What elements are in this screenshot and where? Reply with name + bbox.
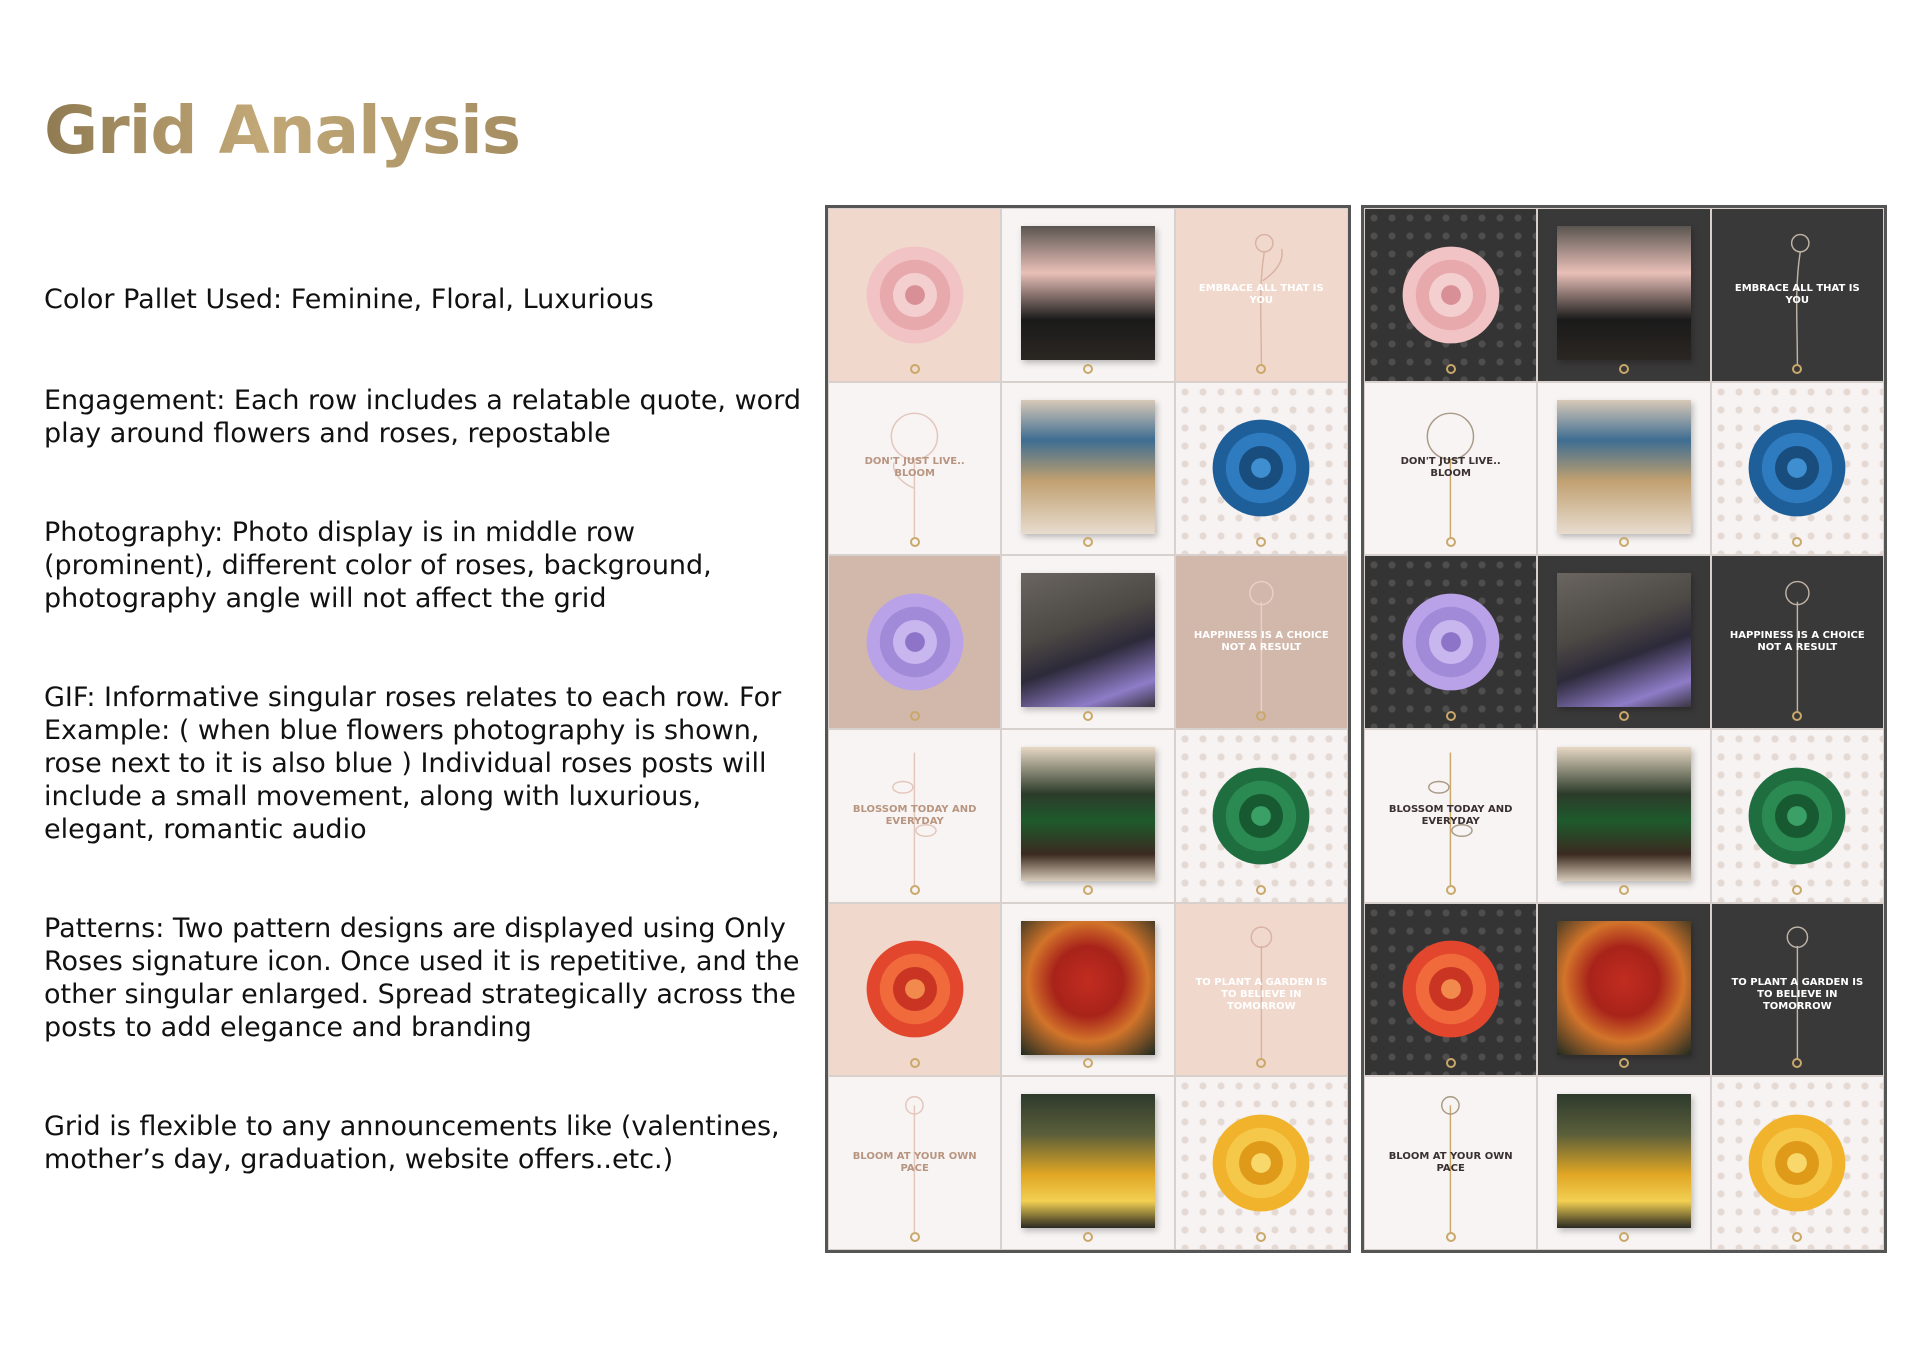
brand-logo-icon <box>1446 711 1456 721</box>
brand-logo-icon <box>1083 1232 1093 1242</box>
note-grid-flexible: Grid is flexible to any announcements like (valentines, mother’s day, graduation, website offers..etc.) <box>44 1111 780 1175</box>
post-rose-purple <box>828 555 1001 729</box>
post-rose-red <box>828 903 1001 1077</box>
brand-logo-icon <box>1619 1058 1629 1068</box>
photo-yellow-rose-display <box>1021 1094 1155 1228</box>
post-photo-green-shop <box>1001 729 1174 903</box>
grid-dark-variant <box>1361 205 1887 1253</box>
post-quote-bloom-pace <box>1364 1076 1537 1250</box>
rose-yellow-icon <box>1742 1108 1852 1218</box>
brand-logo-icon <box>1256 537 1266 547</box>
post-photo-red-arrangement <box>1001 903 1174 1077</box>
brand-logo-icon <box>1446 1058 1456 1068</box>
grid-light-variant <box>825 205 1351 1253</box>
photo-green-rose-shop <box>1557 747 1691 881</box>
photo-blue-rose-vase <box>1021 400 1155 534</box>
brand-logo-icon <box>910 364 920 374</box>
rose-purple-icon <box>860 587 970 697</box>
note-engagement: Engagement: Each row includes a relatable quote, word play around flowers and roses, repostable <box>44 385 801 449</box>
quote-text: EMBRACE ALL THAT IS YOU <box>1734 282 1860 306</box>
quote-text: DON'T JUST LIVE.. BLOOM <box>1400 456 1501 480</box>
brand-logo-icon <box>1256 1232 1266 1242</box>
photo-pink-rose-boxes <box>1021 226 1155 360</box>
quote-text: BLOSSOM TODAY AND EVERYDAY <box>852 803 977 827</box>
brand-logo-icon <box>1792 1232 1802 1242</box>
note-color-pallet: Color Pallet Used: Feminine, Floral, Luxurious <box>44 284 654 315</box>
brand-logo-icon <box>1083 364 1093 374</box>
photo-purple-rose-box <box>1021 573 1155 707</box>
brand-logo-icon <box>910 1058 920 1068</box>
brand-logo-icon <box>1083 537 1093 547</box>
post-quote-embrace <box>1175 208 1348 382</box>
post-rose-pink <box>828 208 1001 382</box>
post-photo-red-arrangement <box>1537 903 1710 1077</box>
post-photo-blue-vase <box>1001 382 1174 556</box>
brand-logo-icon <box>1083 711 1093 721</box>
brand-logo-icon <box>1619 537 1629 547</box>
brand-logo-icon <box>1619 1232 1629 1242</box>
brand-logo-icon <box>1619 364 1629 374</box>
photo-red-rose-arrangement <box>1557 921 1691 1055</box>
brand-logo-icon <box>1083 885 1093 895</box>
rose-blue-icon <box>1206 413 1316 523</box>
rose-red-icon <box>1396 934 1506 1044</box>
post-photo-yellow-display <box>1537 1076 1710 1250</box>
post-photo-gift-box <box>1537 555 1710 729</box>
rose-purple-icon <box>1396 587 1506 697</box>
brand-logo-icon <box>1619 885 1629 895</box>
post-photo-pink-boxes <box>1001 208 1174 382</box>
post-photo-green-shop <box>1537 729 1710 903</box>
post-rose-pink <box>1364 208 1537 382</box>
quote-text: DON'T JUST LIVE.. BLOOM <box>864 456 965 480</box>
brand-logo-icon <box>910 711 920 721</box>
quote-text: BLOOM AT YOUR OWN PACE <box>1388 1151 1513 1175</box>
rose-pink-icon <box>1396 240 1506 350</box>
quote-text: BLOOM AT YOUR OWN PACE <box>852 1151 977 1175</box>
post-quote-blossom <box>828 729 1001 903</box>
photo-green-rose-shop <box>1021 747 1155 881</box>
brand-logo-icon <box>1446 364 1456 374</box>
post-rose-blue <box>1711 382 1884 556</box>
post-quote-bloom <box>828 382 1001 556</box>
brand-logo-icon <box>1619 711 1629 721</box>
post-rose-red <box>1364 903 1537 1077</box>
post-quote-happiness <box>1711 555 1884 729</box>
quote-text: HAPPINESS IS A CHOICE NOT A RESULT <box>1193 630 1329 654</box>
post-photo-gift-box <box>1001 555 1174 729</box>
post-photo-yellow-display <box>1001 1076 1174 1250</box>
post-photo-blue-vase <box>1537 382 1710 556</box>
rose-red-icon <box>860 934 970 1044</box>
photo-blue-rose-vase <box>1557 400 1691 534</box>
rose-blue-icon <box>1742 413 1852 523</box>
rose-green-icon <box>1742 761 1852 871</box>
post-quote-bloom-pace <box>828 1076 1001 1250</box>
post-photo-pink-boxes <box>1537 208 1710 382</box>
post-quote-blossom <box>1364 729 1537 903</box>
rose-pink-icon <box>860 240 970 350</box>
post-rose-green <box>1711 729 1884 903</box>
quote-text: TO PLANT A GARDEN IS TO BELIEVE IN TOMORROW <box>1195 977 1328 1013</box>
brand-logo-icon <box>1792 885 1802 895</box>
post-rose-purple <box>1364 555 1537 729</box>
photo-purple-rose-box <box>1557 573 1691 707</box>
photo-pink-rose-boxes <box>1557 226 1691 360</box>
note-gif: GIF: Informative singular roses relates to each row. For Example: ( when blue flowers photography is shown, rose next to it is also blue ) Individual roses posts will include a small movement, along with luxurious, elegant, romantic audio <box>44 682 782 845</box>
quote-text: EMBRACE ALL THAT IS YOU <box>1198 282 1324 306</box>
quote-text: TO PLANT A GARDEN IS TO BELIEVE IN TOMORROW <box>1731 977 1864 1013</box>
post-quote-garden <box>1711 903 1884 1077</box>
brand-logo-icon <box>1083 1058 1093 1068</box>
brand-logo-icon <box>1256 885 1266 895</box>
rose-green-icon <box>1206 761 1316 871</box>
photo-yellow-rose-display <box>1557 1094 1691 1228</box>
post-quote-bloom <box>1364 382 1537 556</box>
photo-red-rose-arrangement <box>1021 921 1155 1055</box>
quote-text: HAPPINESS IS A CHOICE NOT A RESULT <box>1729 630 1865 654</box>
quote-text: BLOSSOM TODAY AND EVERYDAY <box>1388 803 1513 827</box>
note-photography: Photography: Photo display is in middle row (prominent), different color of roses, background, photography angle will not affect the grid <box>44 517 712 614</box>
post-quote-happiness <box>1175 555 1348 729</box>
brand-logo-icon <box>1792 537 1802 547</box>
post-rose-green <box>1175 729 1348 903</box>
post-rose-yellow <box>1175 1076 1348 1250</box>
rose-yellow-icon <box>1206 1108 1316 1218</box>
post-rose-blue <box>1175 382 1348 556</box>
post-rose-yellow <box>1711 1076 1884 1250</box>
note-patterns: Patterns: Two pattern designs are displayed using Only Roses signature icon. Once used it is repetitive, and the other singular enlarged. Spread strategically across the posts to add elegance and branding <box>44 913 800 1043</box>
page-title: Grid Analysis <box>44 92 521 169</box>
post-quote-embrace <box>1711 208 1884 382</box>
post-quote-garden <box>1175 903 1348 1077</box>
